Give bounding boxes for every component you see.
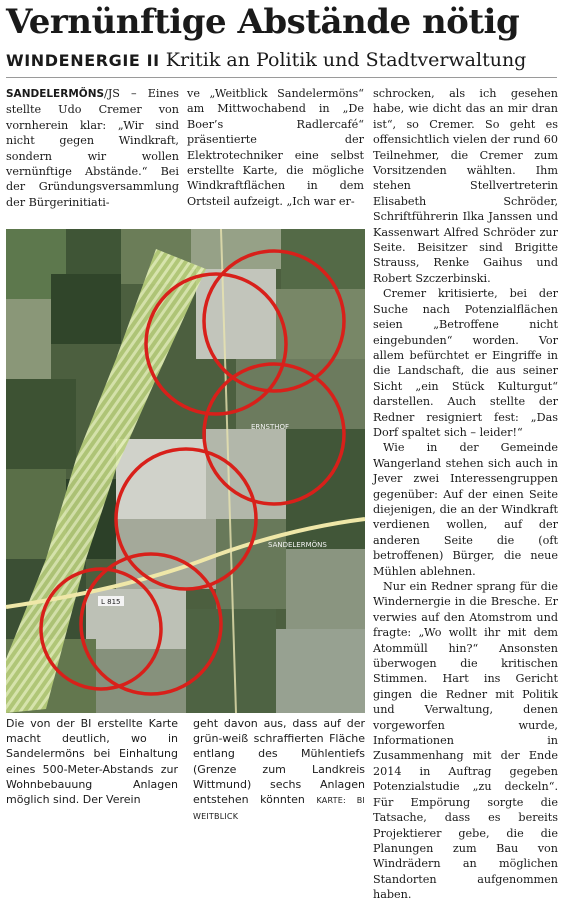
caption-left: Die von der BI erstellte Karte macht deutlich, wo in Sandelermöns bei Einhaltung eines 500-Meter-Abstands zur Wohnbebauung Anlagen möglich sind. Der Verein [6, 717, 178, 807]
headline: Vernünftige Abstände nötig [6, 2, 520, 42]
map-label-ernsthof: ERNSTHOF [251, 423, 290, 431]
paragraph-1-end: schrocken, als ich gesehen habe, wie dicht das an mir dran ist“, so Cremer. So geht es offensichtlich vielen der rund 60 Teilnehmer, die Cremer zum Vorsitzenden wählten. Ihm stehen Stellvertreterin Elisabeth Schröder, Schriftführerin Ilka Janssen und Kassenwart Alfred Schröder zur Seite. Beisitzer sind Brigitte Strauss, Renke Gaihus und Robert Szczerbinski. [373, 87, 558, 285]
map-label-sandelermoens: SANDELERMÖNS [268, 541, 327, 549]
photo-credit: KARTE: BI WEITBLICK [193, 796, 365, 822]
caption-right [193, 716, 365, 824]
paragraph-4: Nur ein Redner sprang für die Windernergie in die Bresche. Er verwies auf den Atomstrom und fragte: „Wo wollt ihr mit dem Atommüll hin?“ Ansonsten überwogen die kritischen Stimmen. Hart ins Gericht gingen die Redner mit Politik und Verwaltung, denen vorgeworfen wurde, Informationen in Zusammenhang mit der Ende 2014 in Auftrag gegeben Potenzialstudie „zu deckeln“. Für Empörung sorgte die Tatsache, dass es bereits Projektierer gebe, die die Planungen zum Bau von Windrädern an möglichen Standorten aufgenommen haben. [373, 580, 558, 902]
divider [6, 77, 557, 78]
dateline: SANDELERMÖNS [6, 88, 105, 100]
article-column-1 [6, 86, 179, 210]
subheadline: Kritik an Politik und Stadtverwaltung [165, 49, 527, 71]
caption-right-text: geht davon aus, dass auf der grün-weiß schraffierten Fläche entlang des Mühlentiefs (Grenze zum Landkreis Wittmund) sechs Anlagen entstehen könnten [193, 717, 365, 807]
paragraph-2: Cremer kritisierte, bei der Suche nach Potenzialflächen seien „Betroffene nicht eingebunden“ worden. Vor allem befürchtet er Eingriffe in die Landschaft, die aus seiner Sicht „ein Stück Kulturgut“ darstellen. Auch stellte der Redner resigniert fest: „Das Dorf spaltet sich – leider!“ [373, 287, 558, 439]
aerial-map-photo [6, 229, 365, 713]
map-label-road: L 815 [101, 598, 121, 606]
subheadline-row [6, 47, 558, 74]
article-column-3 [373, 86, 558, 902]
article-column-2 [187, 86, 364, 209]
paragraph-1 [6, 86, 179, 210]
dateline-suffix: /JS – [104, 87, 148, 100]
paragraph-1-continued: ve „Weitblick Sandelermöns“ am Mittwochabend in „De Boer’s Radlercafé“ präsentierte der Elektrotechniker eine selbst erstellte Karte, die mögliche Windkraftflächen in dem Ortsteil aufzeigt. „Ich war er- [187, 87, 364, 208]
paragraph-1-text: Eines stellte Udo Cremer von vornherein klar: „Wir sind nicht gegen Windkraft, sondern wir wollen vernünftige Abstände.“ Bei der Gründungsversammlung der Bürgerinitiati- [6, 87, 179, 209]
kicker: WINDENERGIE II [6, 51, 160, 70]
paragraph-3: Wie in der Gemeinde Wangerland stehen sich auch in Jever zwei Interessengruppen gegenüber: Auf der einen Seite diejenigen, die an der Windkraft verdienen wollen, auf der anderen Seite die (oft betroffenen) Bürger, die neue Mühlen ablehnen. [373, 441, 558, 578]
